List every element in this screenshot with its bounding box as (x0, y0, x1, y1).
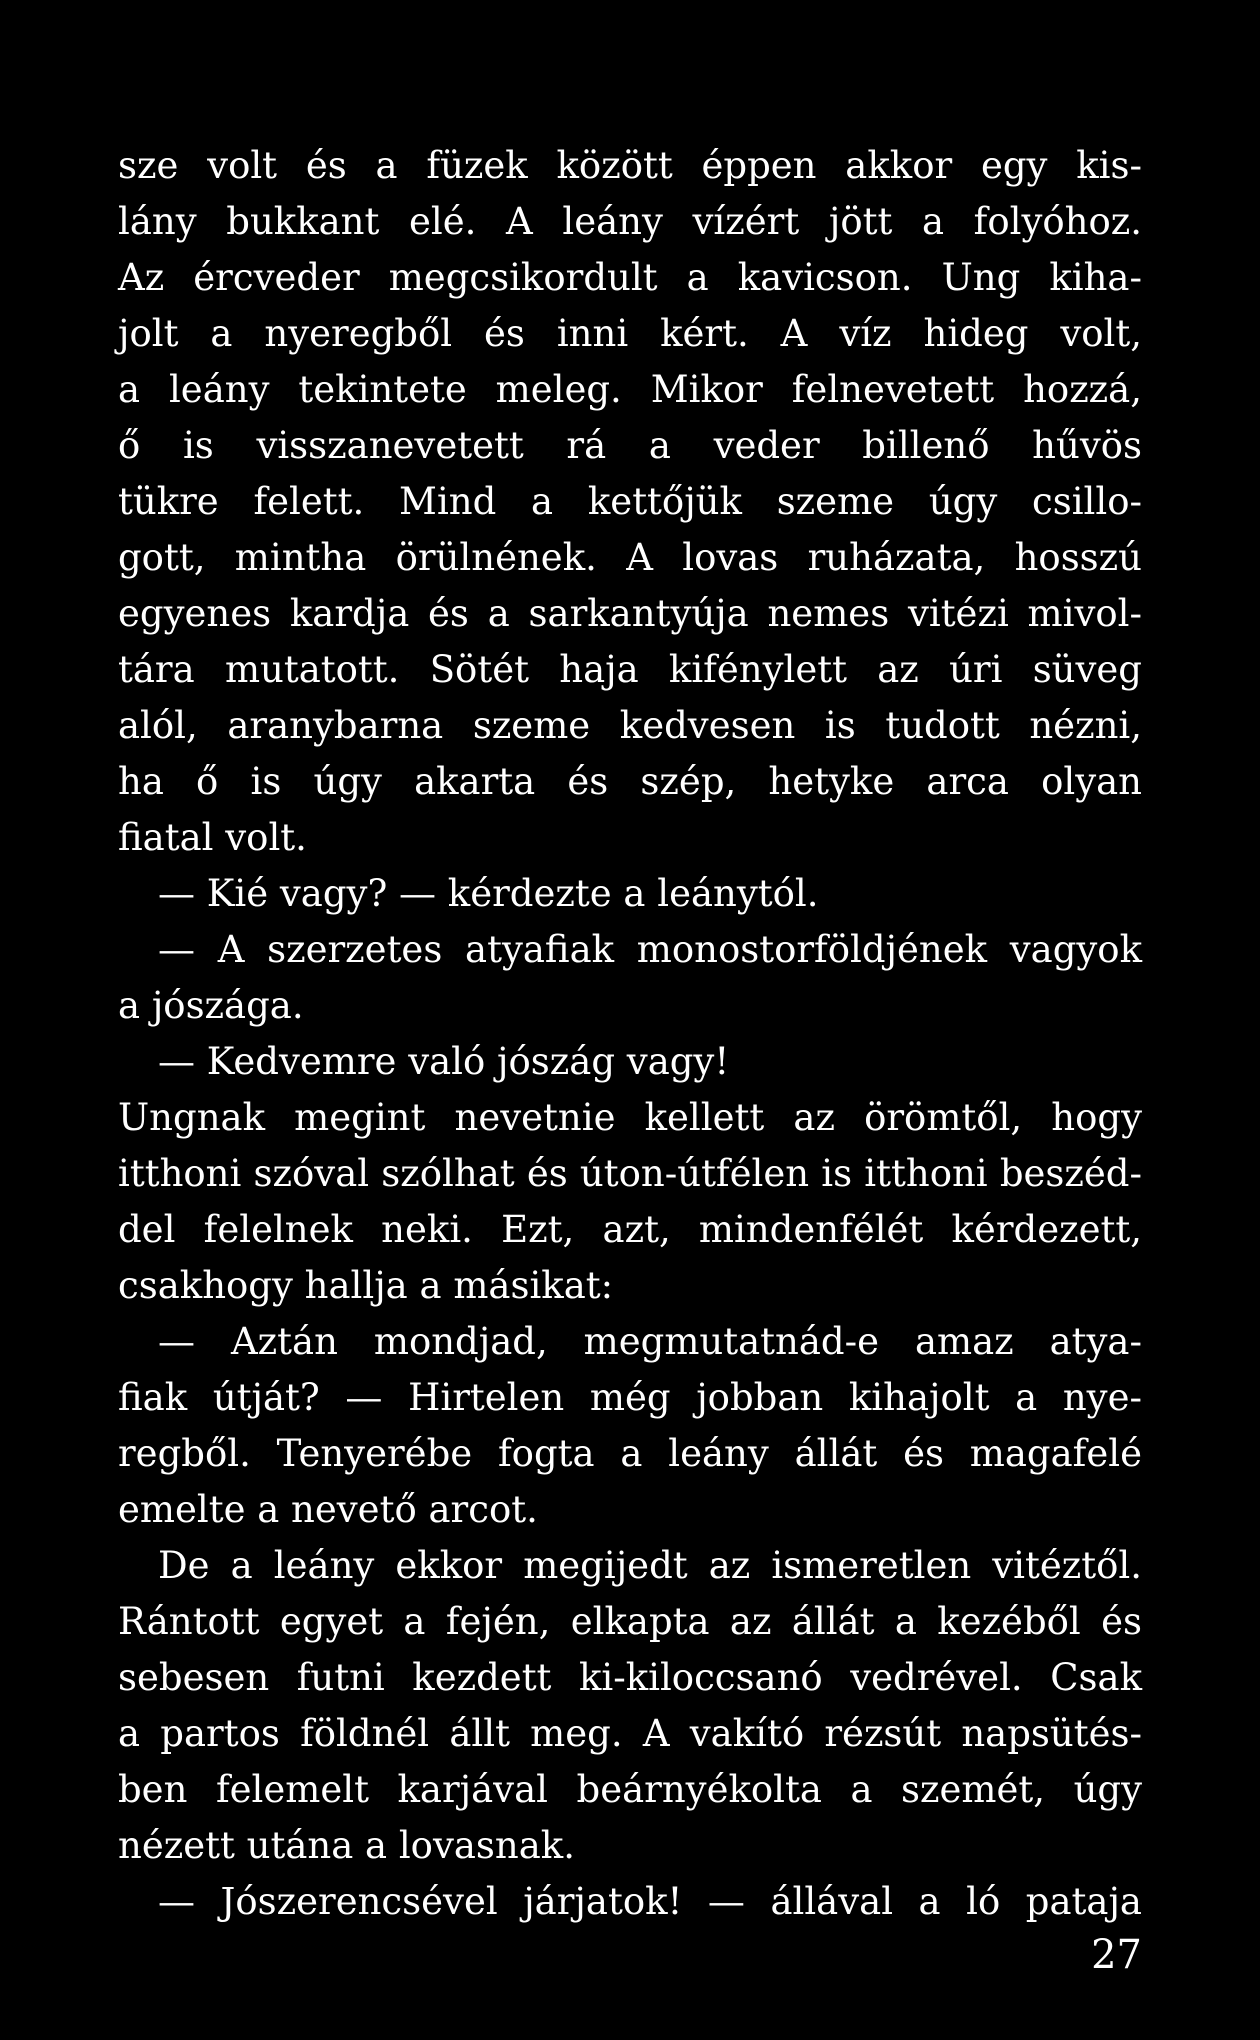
text-line: del felelnek neki. Ezt, azt, mindenfélét kérdezett, (118, 1208, 1142, 1251)
dialogue-line: — Kedvemre való jószág vagy! (158, 1040, 730, 1083)
text-line: emelte a nevető arcot. (118, 1488, 538, 1531)
text-line: fiak útját? — Hirtelen még jobban kihajolt a nye- (118, 1376, 1142, 1419)
text-line: tükre felett. Mind a kettőjük szeme úgy csillo- (118, 480, 1142, 523)
text-line: ő is visszanevetett rá a veder billenő hűvös (118, 424, 1142, 467)
dialogue-line: — A szerzetes atyafiak monostorföldjének vagyok (158, 928, 1142, 971)
dialogue-line: — Jószerencsével járjatok! — állával a ló pataja (158, 1880, 1142, 1923)
text-line: sze volt és a füzek között éppen akkor egy kis- (118, 144, 1142, 187)
text-line: lány bukkant elé. A leány vízért jött a folyóhoz. (118, 200, 1142, 243)
text-line: De a leány ekkor megijedt az ismeretlen vitéztől. (158, 1544, 1142, 1587)
dialogue-line: — Kié vagy? — kérdezte a leánytól. (158, 872, 819, 915)
text-line: sebesen futni kezdett ki-kiloccsanó vedrével. Csak (118, 1656, 1142, 1699)
text-line: egyenes kardja és a sarkantyúja nemes vitézi mivol- (118, 592, 1142, 635)
text-line: itthoni szóval szólhat és úton-útfélen is itthoni beszéd- (118, 1152, 1142, 1195)
text-line: jolt a nyeregből és inni kért. A víz hideg volt, (118, 312, 1142, 355)
text-line: csakhogy hallja a másikat: (118, 1264, 614, 1307)
text-line: Rántott egyet a fején, elkapta az állát a kezéből és (118, 1600, 1142, 1643)
text-line: regből. Tenyerébe fogta a leány állát és magafelé (118, 1432, 1142, 1475)
text-line: tára mutatott. Sötét haja kifénylett az úri süveg (118, 648, 1142, 691)
text-line: a partos földnél állt meg. A vakító rézsút napsütés- (118, 1712, 1142, 1755)
text-line: fiatal volt. (118, 816, 307, 859)
text-line: ben felemelt karjával beárnyékolta a szemét, úgy (118, 1768, 1142, 1811)
dialogue-line: — Aztán mondjad, megmutatnád-e amaz atya- (158, 1320, 1142, 1363)
text-line: Ungnak megint nevetnie kellett az örömtől, hogy (118, 1096, 1142, 1139)
text-line: gott, mintha örülnének. A lovas ruházata, hosszú (118, 536, 1142, 579)
text-line: a leány tekintete meleg. Mikor felnevetett hozzá, (118, 368, 1142, 411)
text-line: ha ő is úgy akarta és szép, hetyke arca olyan (118, 760, 1142, 803)
text-line: nézett utána a lovasnak. (118, 1824, 575, 1867)
page-number: 27 (1091, 1932, 1142, 1978)
text-line: a jószága. (118, 984, 304, 1027)
text-line: Az ércveder megcsikordult a kavicson. Ung kiha- (118, 256, 1142, 299)
text-line: alól, aranybarna szeme kedvesen is tudott nézni, (118, 704, 1142, 747)
